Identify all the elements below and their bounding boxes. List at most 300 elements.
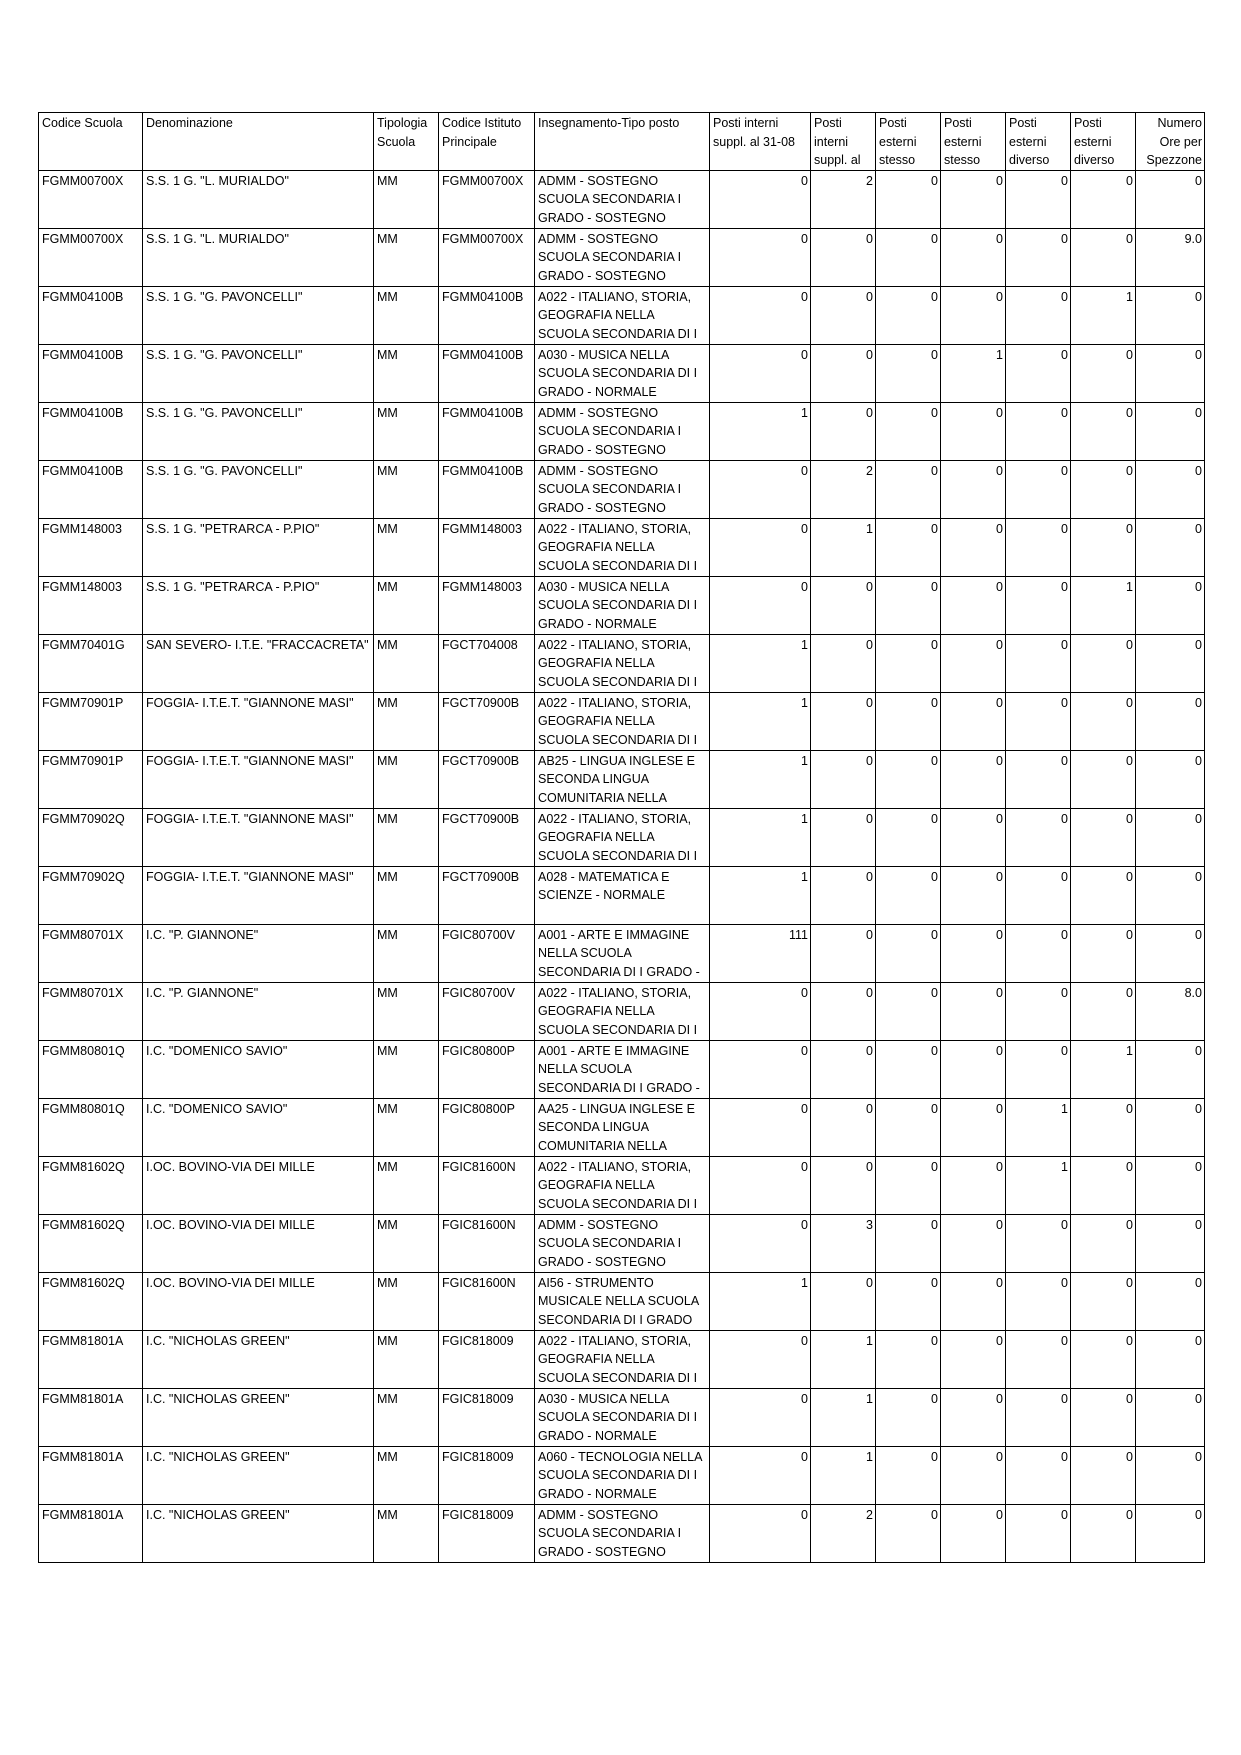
table-row xyxy=(39,634,1205,692)
header-posti-interni-31-08: Posti interni suppl. al 31-08 xyxy=(710,113,811,171)
cell-esterni-diverso-2: 0 xyxy=(1071,170,1136,228)
cell-text: FGMM70902Q xyxy=(42,811,125,826)
table-row xyxy=(39,808,1205,866)
cell-posti-interni-suppl: 0 xyxy=(811,228,876,286)
cell-text: FGMM81801A xyxy=(42,1333,124,1348)
cell-tipologia xyxy=(374,1156,439,1214)
cell-text: FGMM81801A xyxy=(42,1507,124,1522)
cell-text: ADMM - SOSTEGNO SCUOLA SECONDARIA I GRADO - SOSTEGNO xyxy=(538,173,682,225)
cell-posti-interni-31-08: 1 xyxy=(710,1272,811,1330)
cell-text: FGMM148003 xyxy=(442,579,522,594)
cell-text: FOGGIA- I.T.E.T. "GIANNONE MASI" xyxy=(146,811,354,826)
cell-insegnamento xyxy=(535,634,710,692)
cell-codice-scuola xyxy=(39,1098,143,1156)
cell-text: FGMM00700X xyxy=(442,173,524,188)
cell-esterni-diverso-1: 0 xyxy=(1006,692,1071,750)
cell-codice-scuola xyxy=(39,1040,143,1098)
cell-esterni-stesso-2: 0 xyxy=(941,518,1006,576)
table-row xyxy=(39,1156,1205,1214)
cell-esterni-stesso-2: 0 xyxy=(941,808,1006,866)
cell-text: I.C. "P. GIANNONE" xyxy=(146,985,259,1000)
cell-esterni-diverso-1: 0 xyxy=(1006,576,1071,634)
cell-text: FOGGIA- I.T.E.T. "GIANNONE MASI" xyxy=(146,869,354,884)
cell-esterni-diverso-1: 0 xyxy=(1006,924,1071,982)
table-row xyxy=(39,228,1205,286)
cell-esterni-stesso-2: 0 xyxy=(941,402,1006,460)
cell-esterni-stesso-1: 0 xyxy=(876,1214,941,1272)
cell-esterni-stesso-1: 0 xyxy=(876,924,941,982)
table-row xyxy=(39,982,1205,1040)
cell-esterni-stesso-1: 0 xyxy=(876,634,941,692)
cell-posti-interni-suppl: 0 xyxy=(811,1098,876,1156)
cell-esterni-stesso-2: 0 xyxy=(941,1272,1006,1330)
cell-text: S.S. 1 G. "L. MURIALDO" xyxy=(146,231,289,246)
cell-posti-interni-suppl: 0 xyxy=(811,1272,876,1330)
header-posti-esterni-diverso-1: Posti esterni diverso xyxy=(1006,113,1071,171)
cell-esterni-stesso-2: 0 xyxy=(941,1446,1006,1504)
cell-tipologia xyxy=(374,924,439,982)
cell-insegnamento xyxy=(535,1214,710,1272)
cell-codice-istituto xyxy=(439,692,535,750)
cell-text: FGMM04100B xyxy=(42,347,124,362)
cell-esterni-diverso-2: 0 xyxy=(1071,1214,1136,1272)
cell-insegnamento xyxy=(535,808,710,866)
cell-text: I.C. "DOMENICO SAVIO" xyxy=(146,1101,288,1116)
cell-text: MM xyxy=(377,579,398,594)
header-posti-interni-suppl: Posti interni suppl. al xyxy=(811,113,876,171)
cell-codice-istituto xyxy=(439,518,535,576)
cell-tipologia xyxy=(374,460,439,518)
cell-text: MM xyxy=(377,985,398,1000)
cell-denominazione xyxy=(143,286,374,344)
cell-esterni-stesso-1: 0 xyxy=(876,518,941,576)
cell-text: FGMM04100B xyxy=(42,463,124,478)
table-row xyxy=(39,1098,1205,1156)
cell-insegnamento xyxy=(535,692,710,750)
cell-esterni-stesso-2: 0 xyxy=(941,634,1006,692)
cell-codice-scuola xyxy=(39,634,143,692)
cell-text: FOGGIA- I.T.E.T. "GIANNONE MASI" xyxy=(146,695,354,710)
cell-codice-scuola xyxy=(39,460,143,518)
cell-tipologia xyxy=(374,576,439,634)
cell-esterni-diverso-1: 0 xyxy=(1006,344,1071,402)
cell-text: ADMM - SOSTEGNO SCUOLA SECONDARIA I GRADO - SOSTEGNO xyxy=(538,231,682,283)
cell-denominazione xyxy=(143,1040,374,1098)
cell-text: FGMM80701X xyxy=(42,927,124,942)
cell-denominazione xyxy=(143,228,374,286)
cell-esterni-diverso-2: 0 xyxy=(1071,692,1136,750)
cell-text: FGIC80800P xyxy=(442,1043,515,1058)
cell-denominazione xyxy=(143,1446,374,1504)
cell-text: AA25 - LINGUA INGLESE E SECONDA LINGUA COMUNITARIA NELLA xyxy=(538,1101,696,1153)
cell-text: FGMM70401G xyxy=(42,637,125,652)
cell-tipologia xyxy=(374,518,439,576)
cell-esterni-stesso-1: 0 xyxy=(876,692,941,750)
cell-denominazione xyxy=(143,808,374,866)
cell-posti-interni-suppl: 1 xyxy=(811,1446,876,1504)
cell-esterni-diverso-2: 0 xyxy=(1071,1446,1136,1504)
cell-text: FGCT70900B xyxy=(442,753,520,768)
cell-esterni-stesso-1: 0 xyxy=(876,1272,941,1330)
cell-text: MM xyxy=(377,811,398,826)
cell-esterni-stesso-1: 0 xyxy=(876,170,941,228)
cell-posti-interni-31-08: 1 xyxy=(710,808,811,866)
cell-text: A022 - ITALIANO, STORIA, GEOGRAFIA NELLA SCUOLA SECONDARIA DI I xyxy=(538,637,698,689)
cell-posti-interni-31-08: 0 xyxy=(710,1156,811,1214)
table-row xyxy=(39,1040,1205,1098)
cell-text: FOGGIA- I.T.E.T. "GIANNONE MASI" xyxy=(146,753,354,768)
cell-esterni-stesso-1: 0 xyxy=(876,402,941,460)
cell-codice-istituto xyxy=(439,634,535,692)
cell-esterni-stesso-1: 0 xyxy=(876,460,941,518)
cell-text: MM xyxy=(377,289,398,304)
cell-text: FGMM80701X xyxy=(42,985,124,1000)
cell-codice-scuola xyxy=(39,286,143,344)
cell-numero-ore: 0 xyxy=(1136,866,1205,924)
cell-denominazione xyxy=(143,1272,374,1330)
cell-posti-interni-suppl: 1 xyxy=(811,1330,876,1388)
cell-insegnamento xyxy=(535,750,710,808)
table-row xyxy=(39,1504,1205,1562)
cell-text: S.S. 1 G. "G. PAVONCELLI" xyxy=(146,289,303,304)
cell-numero-ore: 0 xyxy=(1136,1504,1205,1562)
cell-insegnamento xyxy=(535,228,710,286)
cell-text: A022 - ITALIANO, STORIA, GEOGRAFIA NELLA SCUOLA SECONDARIA DI I xyxy=(538,521,698,573)
cell-posti-interni-31-08: 1 xyxy=(710,634,811,692)
cell-esterni-stesso-1: 0 xyxy=(876,1156,941,1214)
cell-codice-istituto xyxy=(439,750,535,808)
cell-esterni-diverso-1: 1 xyxy=(1006,1156,1071,1214)
cell-esterni-stesso-1: 0 xyxy=(876,750,941,808)
cell-esterni-diverso-2: 0 xyxy=(1071,1098,1136,1156)
cell-esterni-diverso-1: 0 xyxy=(1006,866,1071,924)
cell-text: FGIC818009 xyxy=(442,1333,514,1348)
cell-numero-ore: 0 xyxy=(1136,1156,1205,1214)
cell-posti-interni-31-08: 0 xyxy=(710,1504,811,1562)
cell-numero-ore: 0 xyxy=(1136,170,1205,228)
cell-codice-istituto xyxy=(439,460,535,518)
cell-codice-scuola xyxy=(39,1388,143,1446)
cell-tipologia xyxy=(374,344,439,402)
cell-text: FGCT704008 xyxy=(442,637,518,652)
cell-numero-ore: 0 xyxy=(1136,402,1205,460)
cell-posti-interni-suppl: 0 xyxy=(811,286,876,344)
cell-text: I.OC. BOVINO-VIA DEI MILLE xyxy=(146,1217,315,1232)
cell-esterni-diverso-1: 0 xyxy=(1006,460,1071,518)
cell-text: FGMM81602Q xyxy=(42,1275,125,1290)
cell-denominazione xyxy=(143,402,374,460)
cell-numero-ore: 0 xyxy=(1136,1446,1205,1504)
posti-table xyxy=(38,112,1205,1563)
cell-posti-interni-31-08: 0 xyxy=(710,982,811,1040)
cell-tipologia xyxy=(374,228,439,286)
cell-posti-interni-suppl: 0 xyxy=(811,924,876,982)
cell-esterni-stesso-1: 0 xyxy=(876,1330,941,1388)
cell-esterni-diverso-2: 0 xyxy=(1071,344,1136,402)
cell-tipologia xyxy=(374,1446,439,1504)
cell-codice-scuola xyxy=(39,1272,143,1330)
cell-denominazione xyxy=(143,170,374,228)
cell-esterni-stesso-1: 0 xyxy=(876,286,941,344)
cell-text: MM xyxy=(377,463,398,478)
cell-text: FGCT70900B xyxy=(442,869,520,884)
cell-esterni-diverso-1: 0 xyxy=(1006,1504,1071,1562)
cell-insegnamento xyxy=(535,576,710,634)
cell-esterni-diverso-1: 0 xyxy=(1006,634,1071,692)
cell-esterni-stesso-2: 0 xyxy=(941,1330,1006,1388)
cell-tipologia xyxy=(374,808,439,866)
cell-text: FGMM148003 xyxy=(42,521,122,536)
cell-posti-interni-31-08: 0 xyxy=(710,576,811,634)
header-insegnamento: Insegnamento-Tipo posto xyxy=(535,113,710,171)
table-row xyxy=(39,518,1205,576)
cell-text: MM xyxy=(377,1101,398,1116)
cell-denominazione xyxy=(143,1156,374,1214)
cell-posti-interni-31-08: 0 xyxy=(710,1214,811,1272)
table-row xyxy=(39,1272,1205,1330)
cell-esterni-diverso-2: 1 xyxy=(1071,1040,1136,1098)
cell-posti-interni-31-08: 0 xyxy=(710,518,811,576)
cell-esterni-stesso-1: 0 xyxy=(876,344,941,402)
header-posti-esterni-stesso-2: Posti esterni stesso xyxy=(941,113,1006,171)
cell-text: FGIC80700V xyxy=(442,985,515,1000)
cell-insegnamento xyxy=(535,1504,710,1562)
table-row xyxy=(39,576,1205,634)
cell-posti-interni-31-08: 0 xyxy=(710,228,811,286)
cell-text: FGMM81801A xyxy=(42,1391,124,1406)
cell-text: FGIC80800P xyxy=(442,1101,515,1116)
cell-numero-ore: 0 xyxy=(1136,924,1205,982)
cell-esterni-stesso-2: 0 xyxy=(941,924,1006,982)
cell-posti-interni-31-08: 1 xyxy=(710,866,811,924)
cell-esterni-diverso-2: 1 xyxy=(1071,576,1136,634)
cell-posti-interni-suppl: 1 xyxy=(811,518,876,576)
cell-insegnamento xyxy=(535,1098,710,1156)
cell-denominazione xyxy=(143,692,374,750)
cell-text: FGMM70901P xyxy=(42,753,124,768)
cell-insegnamento xyxy=(535,344,710,402)
cell-tipologia xyxy=(374,286,439,344)
cell-codice-istituto xyxy=(439,1504,535,1562)
cell-insegnamento xyxy=(535,170,710,228)
cell-esterni-diverso-1: 0 xyxy=(1006,750,1071,808)
cell-denominazione xyxy=(143,1388,374,1446)
cell-posti-interni-suppl: 0 xyxy=(811,1040,876,1098)
cell-tipologia xyxy=(374,1330,439,1388)
cell-esterni-stesso-1: 0 xyxy=(876,1388,941,1446)
cell-esterni-diverso-2: 0 xyxy=(1071,1330,1136,1388)
cell-tipologia xyxy=(374,170,439,228)
table-row xyxy=(39,344,1205,402)
cell-numero-ore: 8.0 xyxy=(1136,982,1205,1040)
cell-text: MM xyxy=(377,347,398,362)
cell-text: A022 - ITALIANO, STORIA, GEOGRAFIA NELLA SCUOLA SECONDARIA DI I xyxy=(538,1333,698,1385)
cell-esterni-diverso-1: 0 xyxy=(1006,1446,1071,1504)
cell-numero-ore: 0 xyxy=(1136,750,1205,808)
cell-esterni-stesso-2: 1 xyxy=(941,344,1006,402)
cell-text: FGIC81600N xyxy=(442,1159,516,1174)
cell-codice-istituto xyxy=(439,1156,535,1214)
cell-text: FGMM04100B xyxy=(442,347,524,362)
cell-text: A022 - ITALIANO, STORIA, GEOGRAFIA NELLA SCUOLA SECONDARIA DI I xyxy=(538,1159,698,1211)
cell-text: MM xyxy=(377,1217,398,1232)
cell-posti-interni-31-08: 0 xyxy=(710,1388,811,1446)
cell-esterni-diverso-2: 0 xyxy=(1071,460,1136,518)
cell-codice-istituto xyxy=(439,1040,535,1098)
cell-codice-istituto xyxy=(439,1098,535,1156)
cell-posti-interni-31-08: 0 xyxy=(710,170,811,228)
cell-codice-scuola xyxy=(39,228,143,286)
table-row xyxy=(39,924,1205,982)
cell-tipologia xyxy=(374,1388,439,1446)
cell-text: A030 - MUSICA NELLA SCUOLA SECONDARIA DI I GRADO - NORMALE xyxy=(538,1391,698,1443)
cell-text: FGMM81801A xyxy=(42,1449,124,1464)
cell-insegnamento xyxy=(535,866,710,924)
cell-codice-scuola xyxy=(39,982,143,1040)
cell-esterni-diverso-1: 0 xyxy=(1006,518,1071,576)
cell-insegnamento xyxy=(535,518,710,576)
cell-esterni-diverso-2: 1 xyxy=(1071,286,1136,344)
cell-text: A030 - MUSICA NELLA SCUOLA SECONDARIA DI I GRADO - NORMALE xyxy=(538,579,698,631)
header-codice-scuola: Codice Scuola xyxy=(39,113,143,171)
table-row xyxy=(39,1388,1205,1446)
cell-esterni-stesso-1: 0 xyxy=(876,1504,941,1562)
cell-codice-scuola xyxy=(39,692,143,750)
cell-codice-istituto xyxy=(439,1446,535,1504)
cell-text: A030 - MUSICA NELLA SCUOLA SECONDARIA DI I GRADO - NORMALE xyxy=(538,347,698,399)
cell-codice-istituto xyxy=(439,982,535,1040)
cell-text: MM xyxy=(377,231,398,246)
cell-codice-scuola xyxy=(39,808,143,866)
cell-numero-ore: 9.0 xyxy=(1136,228,1205,286)
cell-insegnamento xyxy=(535,402,710,460)
cell-text: FGMM70901P xyxy=(42,695,124,710)
cell-numero-ore: 0 xyxy=(1136,518,1205,576)
cell-codice-istituto xyxy=(439,170,535,228)
cell-text: FGMM81602Q xyxy=(42,1217,125,1232)
cell-text: S.S. 1 G. "G. PAVONCELLI" xyxy=(146,405,303,420)
cell-insegnamento xyxy=(535,1330,710,1388)
cell-posti-interni-suppl: 0 xyxy=(811,750,876,808)
cell-posti-interni-suppl: 2 xyxy=(811,460,876,518)
cell-text: ADMM - SOSTEGNO SCUOLA SECONDARIA I GRADO - SOSTEGNO xyxy=(538,405,682,457)
cell-text: FGMM80801Q xyxy=(42,1043,125,1058)
cell-text: S.S. 1 G. "G. PAVONCELLI" xyxy=(146,347,303,362)
cell-text: SAN SEVERO- I.T.E. "FRACCACRETA" xyxy=(146,637,369,652)
cell-tipologia xyxy=(374,982,439,1040)
cell-esterni-diverso-1: 0 xyxy=(1006,1330,1071,1388)
cell-denominazione xyxy=(143,1214,374,1272)
cell-esterni-stesso-2: 0 xyxy=(941,286,1006,344)
cell-esterni-diverso-1: 0 xyxy=(1006,982,1071,1040)
cell-esterni-stesso-1: 0 xyxy=(876,982,941,1040)
cell-esterni-diverso-1: 0 xyxy=(1006,1214,1071,1272)
cell-text: A022 - ITALIANO, STORIA, GEOGRAFIA NELLA SCUOLA SECONDARIA DI I xyxy=(538,695,698,747)
cell-denominazione xyxy=(143,1098,374,1156)
cell-tipologia xyxy=(374,750,439,808)
cell-text: A022 - ITALIANO, STORIA, GEOGRAFIA NELLA SCUOLA SECONDARIA DI I xyxy=(538,811,698,863)
cell-text: MM xyxy=(377,1391,398,1406)
cell-posti-interni-suppl: 0 xyxy=(811,808,876,866)
cell-numero-ore: 0 xyxy=(1136,1098,1205,1156)
cell-esterni-diverso-1: 0 xyxy=(1006,1272,1071,1330)
cell-denominazione xyxy=(143,344,374,402)
cell-denominazione xyxy=(143,924,374,982)
cell-text: A001 - ARTE E IMMAGINE NELLA SCUOLA SECONDARIA DI I GRADO - xyxy=(538,1043,700,1095)
cell-denominazione xyxy=(143,866,374,924)
cell-numero-ore: 0 xyxy=(1136,286,1205,344)
cell-text: MM xyxy=(377,753,398,768)
cell-insegnamento xyxy=(535,982,710,1040)
cell-esterni-stesso-1: 0 xyxy=(876,866,941,924)
cell-codice-scuola xyxy=(39,1214,143,1272)
cell-esterni-diverso-2: 0 xyxy=(1071,808,1136,866)
cell-numero-ore: 0 xyxy=(1136,1388,1205,1446)
cell-esterni-stesso-2: 0 xyxy=(941,460,1006,518)
cell-text: MM xyxy=(377,1159,398,1174)
cell-posti-interni-suppl: 0 xyxy=(811,634,876,692)
table-row xyxy=(39,692,1205,750)
cell-posti-interni-suppl: 0 xyxy=(811,866,876,924)
cell-text: MM xyxy=(377,1275,398,1290)
table-row xyxy=(39,286,1205,344)
cell-posti-interni-suppl: 1 xyxy=(811,1388,876,1446)
table-row xyxy=(39,460,1205,518)
cell-text: ADMM - SOSTEGNO SCUOLA SECONDARIA I GRADO - SOSTEGNO xyxy=(538,1507,682,1559)
cell-text: MM xyxy=(377,1333,398,1348)
cell-text: A022 - ITALIANO, STORIA, GEOGRAFIA NELLA SCUOLA SECONDARIA DI I xyxy=(538,985,698,1037)
cell-esterni-diverso-1: 0 xyxy=(1006,1388,1071,1446)
cell-text: FGIC818009 xyxy=(442,1391,514,1406)
header-posti-esterni-stesso-1: Posti esterni stesso xyxy=(876,113,941,171)
cell-esterni-diverso-1: 0 xyxy=(1006,170,1071,228)
cell-text: S.S. 1 G. "L. MURIALDO" xyxy=(146,173,289,188)
cell-insegnamento xyxy=(535,924,710,982)
cell-text: FGMM148003 xyxy=(442,521,522,536)
cell-text: MM xyxy=(377,637,398,652)
cell-codice-scuola xyxy=(39,402,143,460)
cell-esterni-stesso-2: 0 xyxy=(941,982,1006,1040)
cell-tipologia xyxy=(374,692,439,750)
cell-posti-interni-31-08: 111 xyxy=(710,924,811,982)
cell-denominazione xyxy=(143,1330,374,1388)
cell-text: A060 - TECNOLOGIA NELLA SCUOLA SECONDARIA DI I GRADO - NORMALE xyxy=(538,1449,702,1501)
cell-numero-ore: 0 xyxy=(1136,808,1205,866)
header-posti-esterni-diverso-2: Posti esterni diverso xyxy=(1071,113,1136,171)
cell-text: FGMM04100B xyxy=(42,405,124,420)
cell-text: AB25 - LINGUA INGLESE E SECONDA LINGUA COMUNITARIA NELLA xyxy=(538,753,696,805)
cell-codice-scuola xyxy=(39,924,143,982)
cell-text: FGMM00700X xyxy=(42,231,124,246)
cell-esterni-stesso-1: 0 xyxy=(876,1098,941,1156)
cell-insegnamento xyxy=(535,1446,710,1504)
cell-text: FGIC80700V xyxy=(442,927,515,942)
cell-posti-interni-31-08: 0 xyxy=(710,286,811,344)
cell-codice-istituto xyxy=(439,576,535,634)
cell-codice-scuola xyxy=(39,1330,143,1388)
cell-esterni-stesso-2: 0 xyxy=(941,866,1006,924)
cell-esterni-diverso-1: 1 xyxy=(1006,1098,1071,1156)
cell-codice-istituto xyxy=(439,228,535,286)
cell-text: FGCT70900B xyxy=(442,695,520,710)
cell-codice-scuola xyxy=(39,1446,143,1504)
cell-esterni-diverso-2: 0 xyxy=(1071,228,1136,286)
cell-text: I.C. "P. GIANNONE" xyxy=(146,927,259,942)
cell-text: FGIC818009 xyxy=(442,1507,514,1522)
cell-esterni-diverso-2: 0 xyxy=(1071,1272,1136,1330)
cell-esterni-diverso-2: 0 xyxy=(1071,634,1136,692)
cell-esterni-stesso-2: 0 xyxy=(941,228,1006,286)
